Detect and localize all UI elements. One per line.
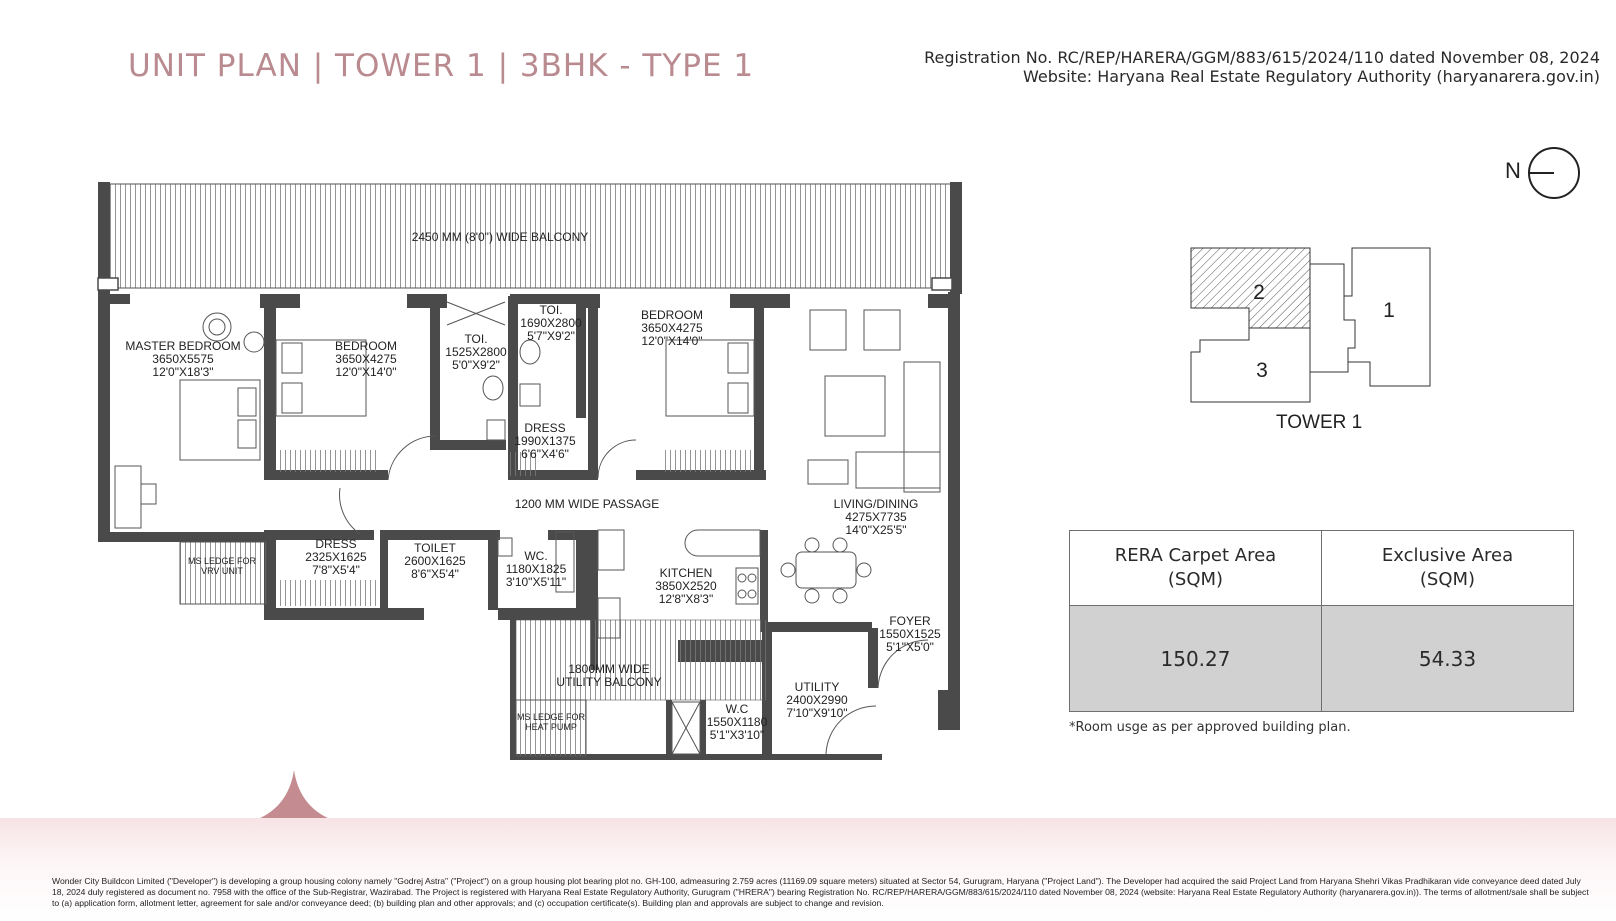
wc2-name: W.C (725, 702, 749, 716)
foyer-label (879, 615, 940, 654)
exclusive-area-header: Exclusive Area (SQM) (1322, 531, 1574, 606)
toi2-label (520, 304, 581, 343)
master-bedroom-name: MASTER BEDROOM (125, 339, 241, 353)
registration-number: Registration No. RC/REP/HARERA/GGM/883/615/2024/110 dated November 08, 2024 (924, 48, 1600, 67)
dress1-ft: 6'6"X4'6" (521, 447, 569, 461)
wc1-name: WC. (524, 549, 548, 563)
area-table (1069, 530, 1574, 712)
bedroom2-ft: 12'0"X14'0" (641, 334, 703, 348)
dress2-name: DRESS (315, 537, 357, 551)
toi2-ft: 5'7"X9'2" (527, 329, 575, 343)
utility-label (786, 681, 847, 720)
page-title: UNIT PLAN | TOWER 1 | 3BHK - TYPE 1 (128, 48, 755, 84)
balcony-right-post (950, 182, 962, 294)
utility-balcony-line1: 1800MM WIDE (568, 662, 650, 676)
kitchen-name: KITCHEN (659, 566, 713, 580)
room-usage-note: *Room usge as per approved building plan. (1069, 720, 1351, 735)
utility-balcony-line2: UTILITY BALCONY (556, 675, 662, 689)
rera-carpet-area-header: RERA Carpet Area (SQM) (1070, 531, 1322, 606)
bedroom2-mm: 3650X4275 (641, 321, 703, 335)
rera-carpet-area-value: 150.27 (1070, 606, 1322, 712)
kitchen-label (655, 567, 716, 606)
master-bedroom-label (125, 340, 240, 379)
master-bedroom-mm: 3650X5575 (152, 352, 214, 366)
key-plan-block-2-label: 2 (1253, 281, 1265, 304)
key-plan-tower-label: TOWER 1 (1276, 412, 1363, 433)
north-letter: N (1505, 158, 1521, 183)
utility-mm: 2400X2990 (786, 693, 848, 707)
balcony-left-post (98, 182, 110, 294)
toi1-name: TOI. (464, 332, 488, 346)
kitchen-ft: 12'8"X8'3" (658, 592, 714, 606)
exclusive-area-value: 54.33 (1322, 606, 1574, 712)
kitchen-mm: 3850X2520 (655, 579, 717, 593)
wc2-ft: 5'1"X3'10" (709, 728, 765, 742)
foyer-name: FOYER (889, 614, 931, 628)
passage-label: 1200 MM WIDE PASSAGE (514, 497, 660, 511)
toi2-mm: 1690X2800 (520, 316, 582, 330)
living-name: LIVING/DINING (833, 497, 919, 511)
wc1-ft: 3'10"X5'11" (505, 575, 567, 589)
master-bedroom-ft: 12'0"X18'3" (152, 365, 214, 379)
foyer-ft: 5'1"X5'0" (886, 640, 934, 654)
utility-ft: 7'10"X9'10" (786, 706, 848, 720)
dress1-label (514, 422, 575, 461)
foyer-mm: 1550X1525 (879, 627, 941, 641)
key-plan-block-2 (1191, 248, 1310, 328)
wc2-mm: 1550X1180 (706, 715, 768, 729)
bedroom1-mm: 3650X4275 (335, 352, 397, 366)
toi1-mm: 1525X2800 (445, 345, 507, 359)
bedroom1-name: BEDROOM (334, 339, 398, 353)
wc2-label (707, 703, 768, 742)
toi1-ft: 5'0"X9'2" (452, 358, 500, 372)
dress2-ft: 7'8"X5'4" (312, 563, 360, 577)
bedroom1-label (335, 340, 397, 379)
utility-name: UTILITY (794, 680, 840, 694)
toi2-name: TOI. (539, 303, 563, 317)
toilet-ft: 8'6"X5'4" (411, 567, 459, 581)
dress2-mm: 2325X1625 (305, 550, 367, 564)
ms-ledge-vrv-label: MS LEDGE FOR VRV UNIT (187, 556, 257, 576)
wc1-label (506, 550, 567, 589)
dress1-mm: 1990X1375 (514, 434, 576, 448)
dress2-label (305, 538, 366, 577)
key-plan-block-3 (1191, 328, 1310, 402)
bedroom2-name: BEDROOM (640, 308, 704, 322)
living-mm: 4275X7735 (845, 510, 907, 524)
key-plan-block-1-label: 1 (1383, 299, 1395, 322)
bedroom2-label (641, 309, 703, 348)
legal-disclaimer: Wonder City Buildcon Limited ("Developer") is developing a group housing colony namely "Godrej Astra" ("Project") on a group housing plot bearing plot no. GH-100, admeasuring 2.759 acres (11169.09 square meters) situated at Sector 54, Gurugram, Haryana ("Project Land"). The Developer had acquired the said Project Land from Haryana Shehri Vikas Pradhikaran vide conveyance deed dated July 18, 2024 duly registered as document no. 7958 with the office of the Sub-Registrar, Wazirabad. The Project is registered with Haryana Real Estate Regulatory Authority, Gurugram ("HRERA") bearing Registration No. RC/REP/HARERA/GGM/883/615/2024/110 dated November 08, 2024 (website: Haryana Real Estate Regulatory Authority (haryanarera.gov.in)). The terms of allotment/sale shall be subject to (a) application form, allotment letter, agreement for sale and/or conveyance deed; (b) building plan and other approvals; and (c) occupation certificate(s). Building plan and approvals are subject to change and revision. (52, 876, 1589, 909)
key-plan (1191, 248, 1430, 402)
dress1-name: DRESS (524, 421, 566, 435)
balcony-label: 2450 MM (8'0") WIDE BALCONY (411, 230, 589, 244)
toi1-label (445, 333, 506, 372)
registration-website: Website: Haryana Real Estate Regulatory Authority (haryanarera.gov.in) (1022, 67, 1600, 86)
toilet-name: TOILET (414, 541, 456, 555)
ms-ledge-heat-pump-label: MS LEDGE FOR HEAT PUMP (516, 712, 586, 732)
utility-balcony-label (556, 663, 661, 689)
toilet-label (404, 542, 465, 581)
toilet-mm: 2600X1625 (404, 554, 466, 568)
north-indicator (1505, 148, 1581, 202)
living-ft: 14'0"X25'5" (845, 523, 907, 537)
key-plan-block-3-label: 3 (1256, 359, 1268, 382)
wc1-mm: 1180X1825 (505, 562, 567, 576)
bedroom1-ft: 12'0"X14'0" (335, 365, 397, 379)
living-dining-label (834, 498, 919, 537)
